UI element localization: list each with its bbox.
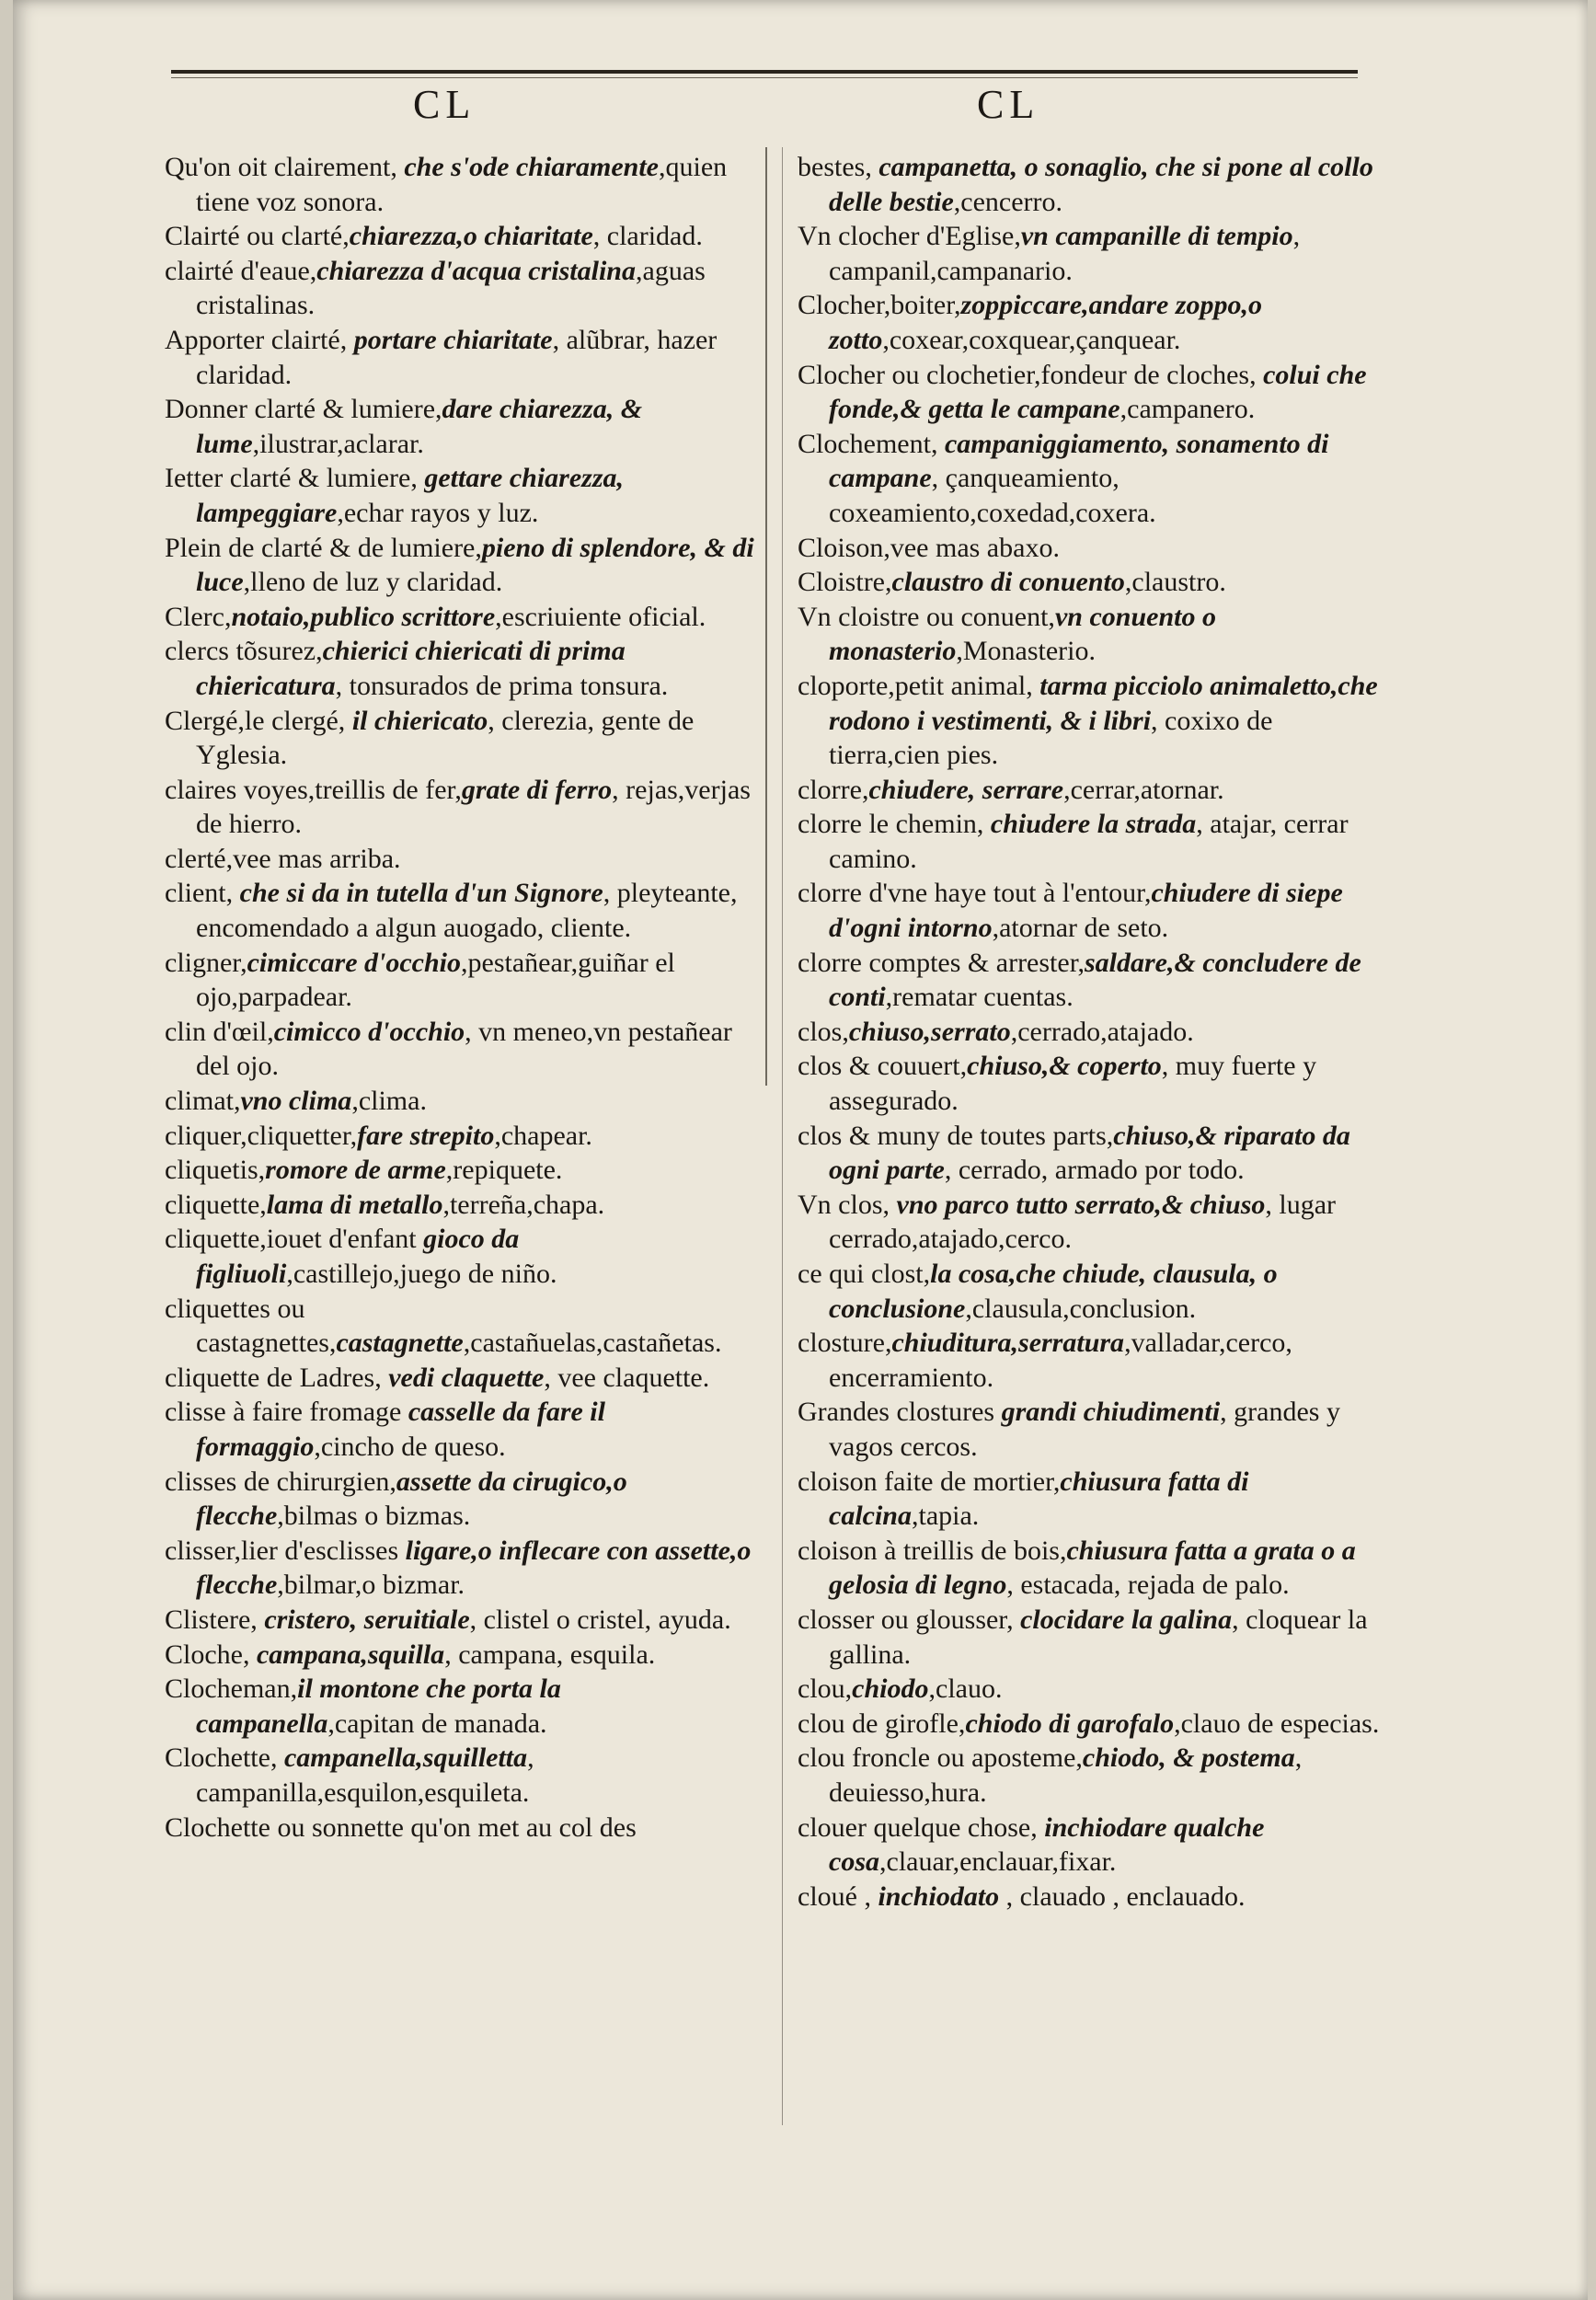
entry-french: Clocheman, xyxy=(165,1673,298,1705)
entry-italian: colui che fonde,& getta le campane xyxy=(829,359,1367,425)
dictionary-entry xyxy=(165,1084,763,1119)
entry-italian: la cosa,che chiude, clausula, o conclusione xyxy=(829,1259,1278,1324)
dictionary-entry xyxy=(798,600,1386,669)
entry-french: clou froncle ou aposteme, xyxy=(798,1742,1083,1774)
entry-french: Clerc, xyxy=(165,601,232,632)
entry-french: cloporte,petit animal, xyxy=(798,670,1040,701)
entry-french: Clocher ou clochetier,fondeur de cloches, xyxy=(798,359,1264,390)
dictionary-entry xyxy=(165,1672,763,1741)
entry-french: clisser,lier d'esclisses xyxy=(165,1535,406,1566)
entry-italian: chiuso,& coperto xyxy=(967,1051,1162,1082)
entry-french: climat, xyxy=(165,1086,241,1117)
column-divider-right xyxy=(782,147,783,2125)
entry-italian: chiodo, & postema xyxy=(1082,1742,1295,1774)
entry-italian: tarma picciolo animaletto,che rodono i vestimenti, & i libri xyxy=(829,670,1378,736)
dictionary-entry xyxy=(798,1395,1386,1464)
entry-spanish: ,clauo. xyxy=(928,1673,1003,1705)
entry-french: Clochette, xyxy=(165,1742,284,1774)
entry-french: cliquette,iouet d'enfant xyxy=(165,1224,424,1255)
entry-italian: notaio,publico scrittore xyxy=(231,601,496,632)
dictionary-entry xyxy=(165,1015,763,1084)
entry-french: closser ou glousser, xyxy=(798,1604,1021,1635)
dictionary-entry xyxy=(798,1741,1386,1810)
entry-spanish: ,aguas cristalinas. xyxy=(196,255,706,321)
entry-spanish: ,castillejo,juego de niño. xyxy=(286,1259,557,1289)
entry-italian: cimiccare d'occhio xyxy=(247,947,462,978)
left-column xyxy=(165,150,763,1845)
dictionary-entry xyxy=(165,1638,763,1673)
entry-french: clercs tõsurez, xyxy=(165,636,323,667)
entry-spanish: ,rematar cuentas. xyxy=(885,982,1074,1013)
dictionary-entry xyxy=(798,150,1386,219)
entry-italian: dare chiarezza, & lume xyxy=(196,394,643,459)
header-rule-thin xyxy=(171,77,1358,78)
entry-italian: casselle da fare il formaggio xyxy=(196,1397,605,1462)
dictionary-entry xyxy=(165,531,763,600)
entry-italian: chiarezza d'acqua cristalina xyxy=(316,255,636,286)
dictionary-entry xyxy=(165,219,763,254)
entry-french: cliquettes ou castagnettes, xyxy=(165,1293,337,1359)
entry-spanish: , coxixo de tierra,cien pies. xyxy=(829,705,1273,771)
dictionary-entry xyxy=(165,1153,763,1188)
entry-italian: chiusura fatta di calcina xyxy=(829,1466,1249,1532)
dictionary-entry xyxy=(798,1534,1386,1603)
dictionary-entry xyxy=(165,773,763,842)
entry-italian: clocidare la galina xyxy=(1020,1604,1233,1635)
dictionary-entry xyxy=(165,1222,763,1291)
entry-italian: inchiodato xyxy=(878,1880,1000,1912)
entry-italian: chiuso,serrato xyxy=(848,1016,1011,1047)
dictionary-entry xyxy=(798,219,1386,288)
entry-french: clos & couuert, xyxy=(798,1051,968,1082)
entry-french: client, xyxy=(165,878,240,909)
entry-spanish: ,clima. xyxy=(351,1086,427,1117)
entry-italian: vn campanille di tempio xyxy=(1020,221,1293,252)
entry-spanish: , clerezia, gente de Yglesia. xyxy=(196,705,695,771)
dictionary-entry xyxy=(798,1188,1386,1257)
entry-italian: chiodo xyxy=(852,1673,929,1705)
entry-spanish: ,atornar de seto. xyxy=(992,913,1169,944)
dictionary-entry xyxy=(798,807,1386,876)
entry-french: Clergé,le clergé, xyxy=(165,705,352,736)
entry-italian: campaniggiamento, sonamento di campane xyxy=(829,428,1329,494)
dictionary-entry xyxy=(165,461,763,530)
entry-italian: inchiodare qualche cosa xyxy=(829,1811,1265,1878)
dictionary-entry xyxy=(798,669,1386,773)
entry-spanish: ,bilmas o bizmas. xyxy=(277,1501,471,1532)
dictionary-entry xyxy=(798,531,1386,566)
entry-spanish: ,claustro. xyxy=(1124,567,1226,598)
entry-french: Plein de clarté & de lumiere, xyxy=(165,532,482,563)
entry-spanish: ,tapia. xyxy=(912,1501,980,1532)
entry-italian: chiodo di garofalo xyxy=(965,1708,1175,1739)
entry-french: clouer quelque chose, xyxy=(798,1811,1045,1843)
dictionary-entry xyxy=(165,1534,763,1603)
dictionary-entry xyxy=(165,842,763,877)
entry-italian: gioco da figliuoli xyxy=(196,1224,520,1289)
entry-spanish: ,Monasterio. xyxy=(956,636,1096,667)
dictionary-entry xyxy=(798,1257,1386,1326)
entry-french: claires voyes,treillis de fer, xyxy=(165,774,462,805)
entry-spanish: , tonsurados de prima tonsura. xyxy=(335,670,669,701)
header-rule xyxy=(171,70,1358,74)
entry-french: Clocher,boiter, xyxy=(798,290,961,321)
entry-spanish: ,quien tiene voz sonora. xyxy=(196,152,728,217)
entry-french: cliquer,cliquetter, xyxy=(165,1120,358,1151)
dictionary-entry xyxy=(165,600,763,635)
entry-italian: campana,squilla xyxy=(256,1639,445,1670)
entry-french: clos, xyxy=(798,1016,849,1047)
dictionary-entry xyxy=(798,358,1386,427)
entry-italian: il montone che porta la campanella xyxy=(196,1673,561,1739)
entry-italian: grate di ferro xyxy=(461,774,613,805)
entry-french: Cloison,vee mas abaxo. xyxy=(798,532,1060,563)
entry-italian: il chiericato xyxy=(351,705,488,736)
entry-italian: campanella,squilletta xyxy=(283,1742,528,1774)
entry-spanish: , vn meneo,vn pestañear del ojo. xyxy=(196,1016,732,1082)
entry-italian: cimicco d'occhio xyxy=(273,1016,465,1047)
dictionary-entry xyxy=(165,634,763,703)
entry-spanish: , grandes y vagos cercos. xyxy=(829,1397,1340,1462)
entry-french: cliquette de Ladres, xyxy=(165,1362,389,1393)
entry-spanish: ,cincho de queso. xyxy=(314,1431,506,1462)
entry-italian: romore de arme xyxy=(265,1155,446,1186)
dictionary-entry xyxy=(165,323,763,392)
entry-spanish: , campanil,campanario. xyxy=(829,221,1301,286)
entry-french: Vn cloistre ou conuent, xyxy=(798,601,1055,632)
entry-french: cloison à treillis de bois, xyxy=(798,1535,1067,1566)
entry-italian: pieno di splendore, & di luce xyxy=(196,532,754,598)
dictionary-entry xyxy=(798,565,1386,600)
entry-italian: chiuso,& riparato da ogni parte xyxy=(829,1120,1350,1186)
entry-spanish: , campanilla,esquilon,esquileta. xyxy=(196,1742,534,1808)
entry-spanish: , alũbrar, hazer claridad. xyxy=(196,324,718,390)
entry-spanish: , deuiesso,hura. xyxy=(829,1742,1303,1808)
entry-spanish: , çanqueamiento, coxeamiento,coxedad,coxera. xyxy=(829,463,1156,528)
entry-spanish: , cerrado, armado por todo. xyxy=(944,1155,1245,1186)
dictionary-entry xyxy=(798,1015,1386,1050)
entry-italian: claustro di conuento xyxy=(891,567,1125,598)
entry-italian: vedi claquette xyxy=(388,1362,545,1393)
dictionary-entry xyxy=(798,288,1386,357)
entry-french: Vn clos, xyxy=(798,1189,897,1220)
entry-italian: lama di metallo xyxy=(266,1189,443,1220)
entry-spanish: ,cerrado,atajado. xyxy=(1010,1016,1194,1047)
entry-french: Clairté ou clarté, xyxy=(165,221,350,252)
dictionary-entry xyxy=(798,1049,1386,1118)
entry-spanish: ,clauar,enclauar,fixar. xyxy=(879,1846,1117,1878)
entry-italian: zoppiccare,andare zoppo,o zotto xyxy=(829,290,1263,355)
entry-italian: chiuditura,serratura xyxy=(891,1328,1125,1359)
entry-italian: castagnette xyxy=(336,1328,464,1359)
dictionary-entry xyxy=(165,150,763,219)
entry-spanish: ,ilustrar,aclarar. xyxy=(252,428,424,459)
entry-french: Grandes clostures xyxy=(798,1397,1002,1428)
dictionary-entry xyxy=(798,946,1386,1015)
dictionary-entry xyxy=(798,1672,1386,1707)
entry-spanish: , lugar cerrado,atajado,cerco. xyxy=(829,1189,1337,1255)
entry-spanish: , clauado , enclauado. xyxy=(999,1880,1246,1912)
entry-french: clorre, xyxy=(798,774,869,805)
entry-italian: grandi chiudimenti xyxy=(1001,1397,1221,1428)
dictionary-entry xyxy=(798,1603,1386,1672)
entry-spanish: ,capitan de manada. xyxy=(327,1708,547,1739)
entry-spanish: ,castañuelas,castañetas. xyxy=(463,1328,722,1359)
dictionary-entry xyxy=(798,1811,1386,1880)
entry-french: bestes, xyxy=(798,152,879,182)
dictionary-entry xyxy=(165,254,763,323)
dictionary-entry xyxy=(798,1119,1386,1188)
dictionary-entry xyxy=(165,1188,763,1223)
entry-italian: vno clima xyxy=(240,1086,352,1117)
running-head-right: CL xyxy=(977,82,1040,127)
dictionary-entry xyxy=(165,1465,763,1534)
dictionary-entry xyxy=(798,1465,1386,1534)
dictionary-entry xyxy=(165,1811,763,1846)
entry-french: cliquette, xyxy=(165,1189,267,1220)
entry-spanish: ,pestañear,guiñar el ojo,parpadear. xyxy=(196,947,675,1013)
dictionary-entry xyxy=(165,1292,763,1361)
dictionary-entry xyxy=(165,704,763,773)
entry-italian: cristero, seruitiale xyxy=(264,1604,470,1635)
entry-spanish: , cloquear la gallina. xyxy=(829,1604,1368,1670)
entry-spanish: ,bilmar,o bizmar. xyxy=(277,1570,465,1601)
column-divider-left xyxy=(765,147,767,1086)
entry-spanish: ,terreña,chapa. xyxy=(442,1189,605,1220)
dictionary-entry xyxy=(165,1603,763,1638)
entry-spanish: , muy fuerte y assegurado. xyxy=(829,1051,1317,1117)
entry-french: cligner, xyxy=(165,947,247,978)
entry-french: clorre d'vne haye tout à l'entour, xyxy=(798,878,1152,909)
dictionary-entry xyxy=(798,427,1386,531)
entry-italian: chierici chiericati di prima chiericatura xyxy=(196,636,626,701)
entry-spanish: , rejas,verjas de hierro. xyxy=(196,774,751,840)
dictionary-entry xyxy=(165,946,763,1015)
entry-french: Ietter clarté & lumiere, xyxy=(165,463,425,494)
entry-spanish: , pleyteante, encomendado a algun auogado, cliente. xyxy=(196,878,738,944)
dictionary-entry xyxy=(798,876,1386,945)
entry-italian: portare chiaritate xyxy=(353,324,553,355)
entry-italian: fare strepito xyxy=(357,1120,495,1151)
entry-spanish: ,escriuiente oficial. xyxy=(495,601,706,632)
dictionary-entry xyxy=(165,1119,763,1154)
entry-italian: campanetta, o sonaglio, che si pone al collo delle bestie xyxy=(829,152,1373,217)
dictionary-entry xyxy=(165,876,763,945)
entry-italian: ligare,o inflecare con assette,o flecche xyxy=(196,1535,752,1601)
entry-french: Clistere, xyxy=(165,1604,265,1635)
entry-spanish: ,lleno de luz y claridad. xyxy=(243,567,503,598)
dictionary-entry xyxy=(165,1741,763,1810)
entry-spanish: , estacada, rejada de palo. xyxy=(1006,1570,1290,1601)
entry-french: Cloche, xyxy=(165,1639,257,1670)
entry-spanish: ,coxear,coxquear,çanquear. xyxy=(882,324,1181,355)
entry-italian: assette da cirugico,o flecche xyxy=(196,1466,627,1532)
entry-italian: chiudere, serrare xyxy=(868,774,1064,805)
dictionary-entry xyxy=(165,1361,763,1396)
dictionary-entry xyxy=(798,773,1386,808)
entry-italian: che s'ode chiaramente xyxy=(404,152,659,182)
entry-french: cloison faite de mortier, xyxy=(798,1466,1061,1497)
entry-spanish: ,valladar,cerco, encerramiento. xyxy=(829,1328,1292,1393)
entry-italian: vn conuento o monasterio xyxy=(829,601,1216,667)
entry-french: Cloistre, xyxy=(798,567,892,598)
entry-french: Apporter clairté, xyxy=(165,324,354,355)
entry-spanish: , clistel o cristel, ayuda. xyxy=(469,1604,731,1635)
entry-french: Qu'on oit clairement, xyxy=(165,152,405,182)
entry-italian: saldare,& concludere de conti xyxy=(829,947,1361,1013)
entry-french: clou de girofle, xyxy=(798,1708,966,1739)
entry-italian: vno parco tutto serrato,& chiuso xyxy=(896,1189,1266,1220)
entry-french: clerté,vee mas arriba. xyxy=(165,843,401,874)
entry-french: clin d'œil, xyxy=(165,1016,274,1047)
dictionary-page xyxy=(13,0,1588,2300)
entry-french: clorre comptes & arrester, xyxy=(798,947,1085,978)
entry-spanish: ,cerrar,atornar. xyxy=(1063,774,1224,805)
entry-french: clairté d'eaue, xyxy=(165,255,317,286)
entry-french: clos & muny de toutes parts, xyxy=(798,1120,1114,1151)
entry-italian: gettare chiarezza, lampeggiare xyxy=(196,463,625,528)
entry-french: clou, xyxy=(798,1673,853,1705)
entry-spanish: , claridad. xyxy=(592,221,703,252)
entry-italian: chiusura fatta a grata o a gelosia di legno xyxy=(829,1535,1356,1601)
entry-french: Clochette ou sonnette qu'on met au col des xyxy=(165,1811,637,1843)
dictionary-entry xyxy=(165,392,763,461)
entry-spanish: ,clausula,conclusion. xyxy=(965,1293,1197,1324)
entry-french: Clochement, xyxy=(798,428,945,459)
entry-italian: chiarezza,o chiaritate xyxy=(349,221,593,252)
entry-french: clorre le chemin, xyxy=(798,809,991,840)
running-head-left: CL xyxy=(413,82,477,127)
entry-spanish: ,chapear. xyxy=(494,1120,592,1151)
entry-french: closture, xyxy=(798,1328,892,1359)
entry-italian: chiudere di siepe d'ogni intorno xyxy=(829,878,1343,944)
entry-french: clisse à faire fromage xyxy=(165,1397,408,1428)
entry-french: Donner clarté & lumiere, xyxy=(165,394,442,425)
entry-italian: che si da in tutella d'un Signore xyxy=(239,878,603,909)
entry-spanish: ,clauo de especias. xyxy=(1174,1708,1380,1739)
dictionary-entry xyxy=(165,1395,763,1464)
entry-french: cliquetis, xyxy=(165,1155,266,1186)
right-column xyxy=(798,150,1386,1914)
dictionary-entry xyxy=(798,1880,1386,1915)
entry-spanish: , atajar, cerrar camino. xyxy=(829,809,1349,874)
entry-spanish: , vee claquette. xyxy=(544,1362,710,1393)
entry-french: ce qui clost, xyxy=(798,1259,931,1289)
entry-spanish: ,cencerro. xyxy=(953,186,1063,217)
dictionary-entry xyxy=(798,1326,1386,1395)
dictionary-entry xyxy=(798,1707,1386,1742)
entry-spanish: ,campanero. xyxy=(1119,394,1256,425)
entry-spanish: , campana, esquila. xyxy=(444,1639,656,1670)
entry-french: cloué , xyxy=(798,1880,878,1912)
entry-italian: chiudere la strada xyxy=(990,809,1197,840)
entry-spanish: ,repiquete. xyxy=(445,1155,563,1186)
entry-french: Vn clocher d'Eglise, xyxy=(798,221,1021,252)
entry-french: clisses de chirurgien, xyxy=(165,1466,396,1497)
entry-spanish: ,echar rayos y luz. xyxy=(337,497,539,528)
